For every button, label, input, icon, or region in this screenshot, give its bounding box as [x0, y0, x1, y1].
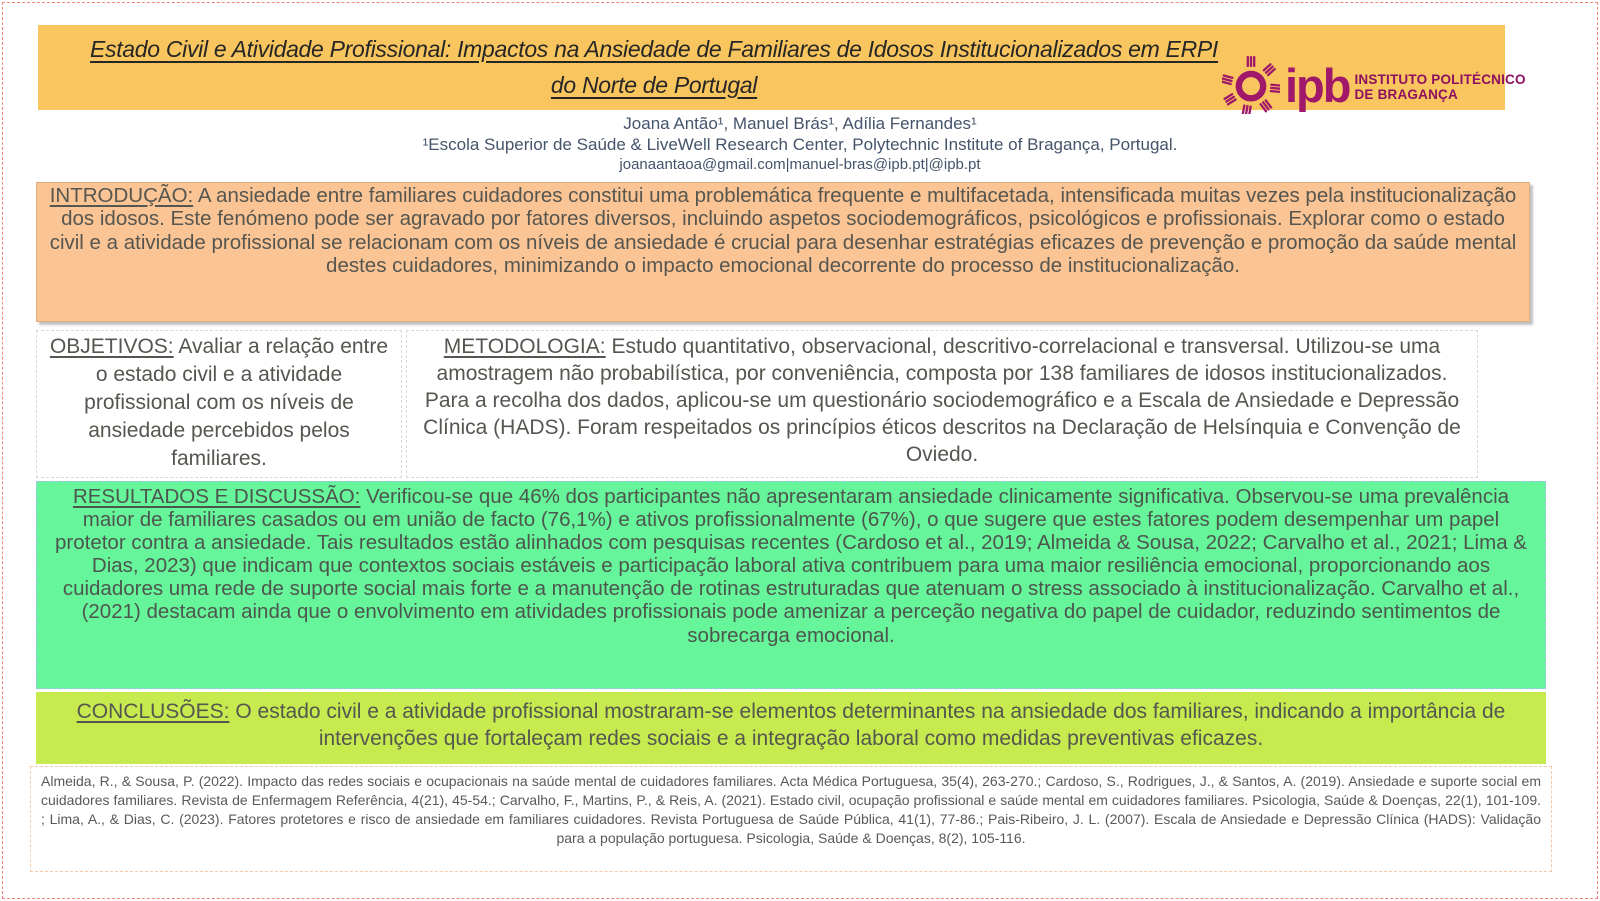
ipb-acronym: ipb: [1285, 59, 1350, 112]
poster-title-line2: do Norte de Portugal: [550, 71, 758, 98]
section-conclusoes: [36, 692, 1546, 764]
section-metodologia: [406, 330, 1478, 478]
authors-block: [0, 113, 1600, 174]
conclusoes-heading: CONCLUSÕES:: [76, 700, 230, 723]
section-resultados-discussao: [36, 481, 1546, 689]
metodologia-text: Estudo quantitativo, observacional, descritivo-correlacional e transversal. Utilizou-se uma amostragem não probabilística, por conveniência, composta por 138 familiares de idosos institucionalizados. Para a recolha dos dados, aplicou-se um questionário sociodemográfico e a Escala de Ansiedade e Depressão Clínica (HADS). Foram respeitados os princípios éticos descritos na Declaração de Helsínquia e Convenção de Oviedo.: [423, 335, 1461, 466]
referencias-text: Almeida, R., & Sousa, P. (2022). Impacto das redes sociais e ocupacionais na saúde mental de cuidadores familiares. Acta Médica Portuguesa, 35(4), 263-270.; Cardoso, S., Rodrigues, J., & Santos, A. (2019). Ansiedade e suporte social em cuidadores familiares. Revista de Enfermagem Referência, 4(21), 45-54.; Carvalho, F., Martins, P., & Reis, A. (2021). Estado civil, ocupação profissional e saúde mental em cuidadores familiares. Psicologia, Saúde & Doenças, 22(1), 101-109. ; Lima, A., & Dias, C. (2023). Fatores protetores e risco de ansiedade em familiares cuidadores. Revista Portuguesa de Saúde Pública, 41(1), 77-86.; Pais-Ribeiro, J. L. (2007). Escala de Ansiedade e Depressão Clínica (HADS): Validação para a população portuguesa. Psicologia, Saúde & Doenças, 8(2), 105-116.: [41, 773, 1541, 846]
ipb-institute-name: [1354, 73, 1525, 101]
poster-title-line1: Estado Civil e Atividade Profissional: Impactos na Ansiedade de Familiares de Idosos Institucionalizados em ERPI: [89, 35, 1219, 62]
authors: Joana Antão¹, Manuel Brás¹, Adília Fernandes¹: [623, 114, 977, 133]
gear-flower-icon: [1222, 56, 1280, 119]
ipb-logo: [1222, 56, 1526, 119]
resultados-heading: RESULTADOS E DISCUSSÃO:: [72, 485, 361, 508]
resultados-text: Verificou-se que 46% dos participantes não apresentaram ansiedade clinicamente significativa. Observou-se uma prevalência maior de familiares casados ou em união de facto (76,1%) e ativos profissionalmente (67%), o que sugere que estes fatores podem desempenhar um papel protetor contra a ansiedade. Tais resultados estão alinhados com pesquisas recentes (Cardoso et al., 2019; Almeida & Sousa, 2022; Carvalho et al., 2021; Lima & Dias, 2023) que indicam que contextos sociais estáveis e participação laboral ativa contribuem para uma maior resiliência emocional, proporcionando aos cuidadores uma rede de suporte social mais forte e a manutenção de rotinas estruturadas que atenuam o stress associado à institucionalização. Carvalho et al., (2021) destacam ainda que o envolvimento em atividades profissionais pode amenizar a perceção negativa do papel de cuidador, reduzindo sentimentos de sobrecarga emocional.: [55, 485, 1527, 647]
introducao-text: A ansiedade entre familiares cuidadores constitui uma problemática frequente e multifacetada, intensificada muitas vezes pela institucionalização dos idosos. Este fenómeno pode ser agravado por fatores diversos, incluindo aspetos sociodemográficos, psicológicos e profissionais. Explorar como o estado civil e a atividade profissional se relacionam com os níveis de ansiedade é crucial para desenhar estratégias eficazes de prevenção e promoção da saúde mental destes cuidadores, minimizando o impacto emocional decorrente do processo de institucionalização.: [49, 184, 1517, 278]
section-objetivos: [36, 330, 402, 478]
conclusoes-text: O estado civil e a atividade profissional mostraram-se elementos determinantes na ansiedade dos familiares, indicando a importância de intervenções que fortaleçam redes sociais e a integração laboral como medidas preventivas eficazes.: [235, 700, 1506, 750]
ipb-name-line1: INSTITUTO POLITÉCNICO: [1354, 72, 1526, 88]
affiliation: ¹Escola Superior de Saúde & LiveWell Research Center, Polytechnic Institute of Bragança, Portugal.: [422, 135, 1178, 154]
metodologia-heading: METODOLOGIA:: [443, 335, 606, 358]
objetivos-text: Avaliar a relação entre o estado civil e a atividade profissional com os níveis de ansiedade percebidos pelos familiares.: [84, 335, 389, 470]
contact-emails: joanaantaoa@gmail.com|manuel-bras@ipb.pt|@ipb.pt: [619, 156, 981, 173]
objetivos-heading: OBJETIVOS:: [49, 335, 174, 358]
ipb-name-line2: DE BRAGANÇA: [1354, 86, 1458, 102]
section-introducao: [36, 182, 1530, 322]
introducao-heading: INTRODUÇÃO:: [49, 184, 194, 207]
section-referencias: [30, 766, 1552, 872]
